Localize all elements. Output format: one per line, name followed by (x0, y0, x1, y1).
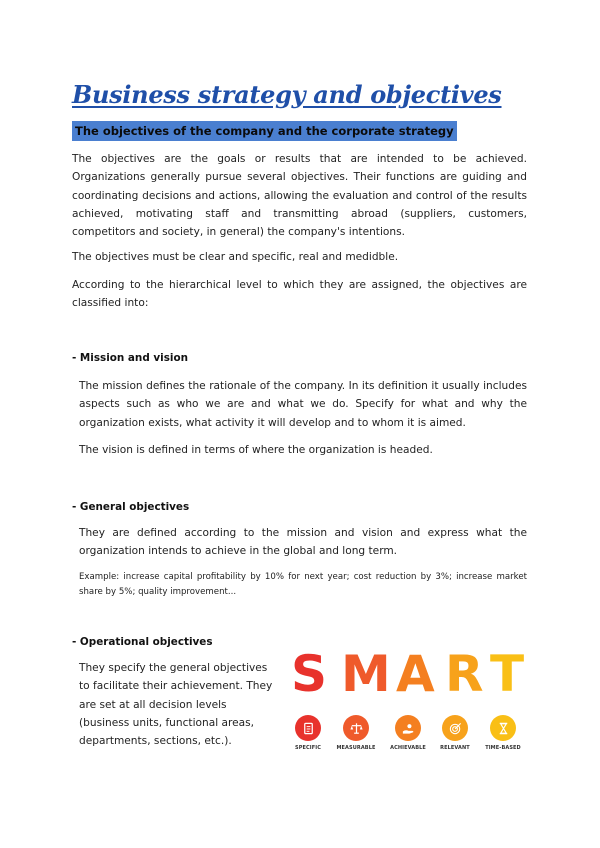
hand-icon (395, 715, 421, 741)
smart-label: TIME-BASED (485, 745, 521, 751)
smart-label: SPECIFIC (295, 745, 321, 751)
intro-paragraph: The objectives are the goals or results that are intended to be achieved. Organizations generally pursue several objectives. Their functions are guiding and coordinating decisions and actions, allowing the evaluation and control of the results achieved, motivating staff and transmitting abroad (suppliers, customers, competitors and society, in general) the company's intentions. (72, 153, 527, 239)
scale-icon (343, 715, 369, 741)
smart-label: RELEVANT (440, 745, 470, 751)
smart-letter-r: R (445, 645, 484, 703)
hourglass-icon (490, 715, 516, 741)
section-heading-general: - General objectives (72, 501, 190, 513)
smart-graphic (289, 647, 525, 767)
smart-item-specific (286, 715, 330, 751)
smart-label: ACHIEVABLE (390, 745, 426, 751)
example-text: Example: increase capital profitability by 10% for next year; cost reduction by 3%; increase market share by 5%; quality improvement... (79, 572, 527, 597)
smart-label: MEASURABLE (336, 745, 376, 751)
target-icon (442, 715, 468, 741)
general-paragraph: They are defined according to the mission and vision and express what the organization intends to achieve in the global and long term. (79, 527, 527, 558)
smart-item-achievable (386, 715, 430, 751)
intro-paragraph: The objectives must be clear and specific, real and medidble. (72, 251, 399, 263)
vision-paragraph: The vision is defined in terms of where the organization is headed. (79, 444, 433, 456)
page-title: Business strategy and objectives (72, 80, 502, 109)
smart-letter-m: M (341, 645, 391, 703)
section-subtitle: The objectives of the company and the corporate strategy (72, 121, 457, 141)
smart-item-time-based (481, 715, 525, 751)
section-heading-operational: - Operational objectives (72, 636, 213, 648)
operational-paragraph: They specify the general objectives to facilitate their achievement. They are set at all decision levels (business units, functional areas, departments, sections, etc.). (79, 662, 273, 748)
smart-letter-t: T (490, 645, 525, 703)
intro-paragraph: According to the hierarchical level to which they are assigned, the objectives are classified into: (72, 279, 527, 310)
smart-letter-s: S (291, 645, 328, 703)
smart-letter-a: A (396, 645, 435, 703)
smart-item-measurable (334, 715, 378, 751)
section-heading-mission: - Mission and vision (72, 352, 188, 364)
mission-paragraph: The mission defines the rationale of the company. In its definition it usually includes aspects such as who we are and what we do. Specify for what and why the organization exists, what activity it will develop and to whom it is aimed. (79, 380, 527, 429)
smart-item-relevant (433, 715, 477, 751)
document-icon (295, 715, 321, 741)
